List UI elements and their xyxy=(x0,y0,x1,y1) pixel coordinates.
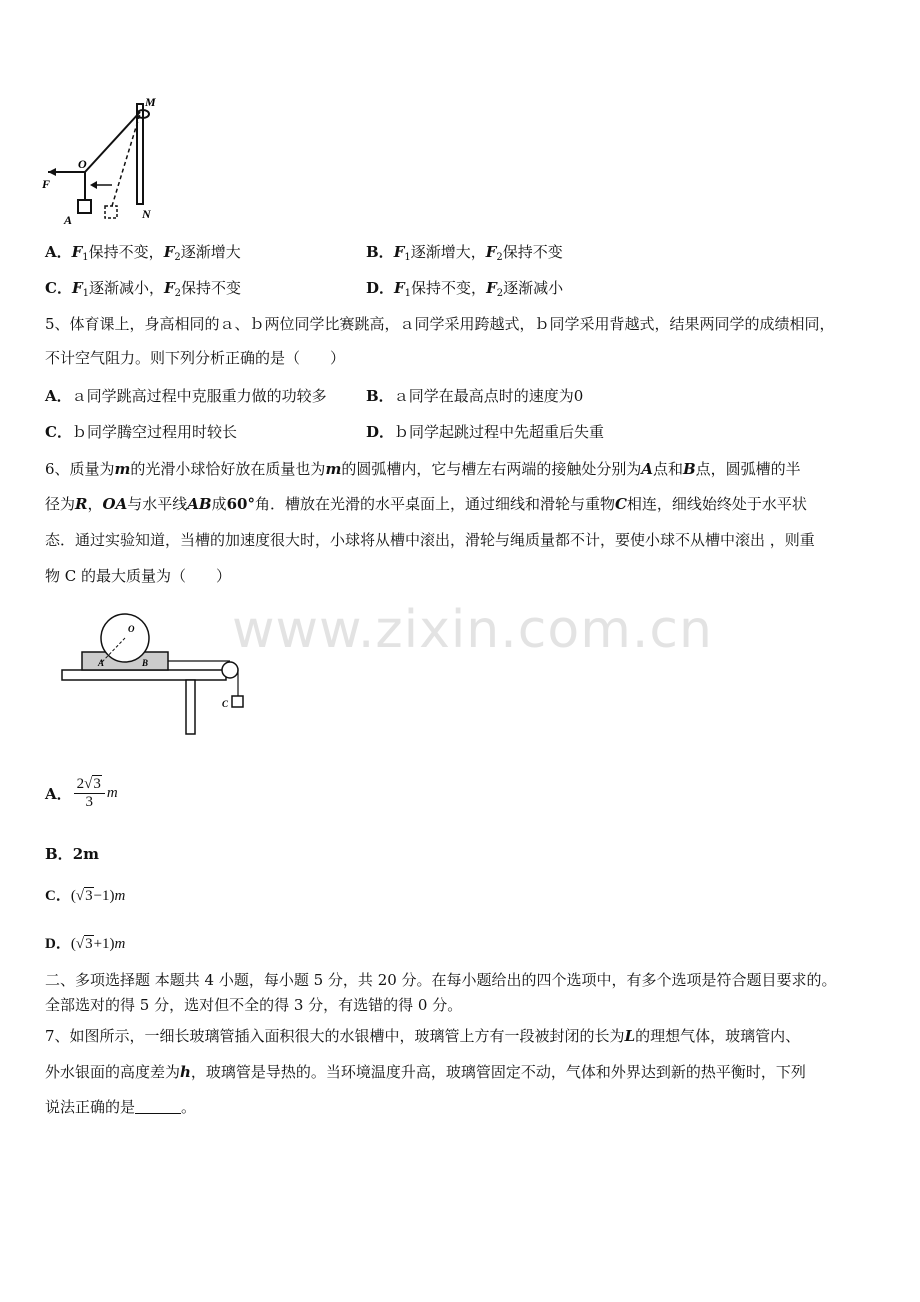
q7-stem-line1: 7、如图所示，一细长玻璃管插入面积很大的水银槽中，玻璃管上方有一段被封闭的长为L的理想气体，玻璃管内、 xyxy=(45,1027,801,1045)
svg-text:M: M xyxy=(145,95,156,109)
q6-stem-line3: 态．通过实验知道，当槽的加速度很大时，小球将从槽中滚出，滑轮与绳质量都不计，要使小球不从槽中滚出 ，则重 xyxy=(45,531,815,549)
svg-text:F: F xyxy=(42,177,51,191)
block-a xyxy=(78,200,91,213)
svg-text:N: N xyxy=(142,207,151,221)
q5-stem-line2: 不计空气阻力。则下列分析正确的是（ ） xyxy=(45,349,346,367)
q6-option-a: A． $\frac{2√3}{3}$ m xyxy=(45,776,118,810)
q6-stem-line1: 6、质量为m的光滑小球恰好放在质量也为m的圆弧槽内，它与槽左右两端的接触处分别为A点和B点，圆弧槽的半 xyxy=(45,460,801,478)
figure-groove-pulley xyxy=(58,610,258,740)
q6-stem-line2: 径为R，OA与水平线AB成60°角．槽放在光滑的水平桌面上，通过细线和滑轮与重物C相连，细线始终处于水平状 xyxy=(45,495,807,513)
figure-rope-pole xyxy=(40,90,170,230)
q6-option-b: B．2m xyxy=(45,845,99,863)
q6-option-c: C．(√3−1)m xyxy=(45,888,126,904)
section2-line2: 全部选对的得 5 分，选对但不全的得 3 分，有选错的得 0 分。 xyxy=(45,996,463,1014)
q5-option-a: A．ａ同学跳高过程中克服重力做的功较多 xyxy=(45,387,327,405)
svg-text:B: B xyxy=(142,658,149,668)
svg-text:O: O xyxy=(78,157,87,171)
weight-c xyxy=(232,696,243,707)
svg-text:A: A xyxy=(98,658,105,668)
q7-stem-line3: 说法正确的是 。 xyxy=(45,1098,197,1116)
q5-option-d: D．ｂ同学起跳过程中先超重后失重 xyxy=(366,423,605,441)
section2-line1: 二、多项选择题 本题共 4 小题，每小题 5 分，共 20 分。在每小题给出的四个选项中，有多个选项是符合题目要求的。 xyxy=(45,971,837,989)
svg-text:O: O xyxy=(128,624,135,634)
vertical-pole xyxy=(137,104,143,204)
q4-option-a: A．$F_1$保持不变，$F_2$逐渐增大 xyxy=(45,243,241,263)
table-leg xyxy=(186,680,195,734)
table-top xyxy=(62,670,226,680)
q4-option-c: C．$F_1$逐渐减小，$F_2$保持不变 xyxy=(45,279,242,299)
q7-stem-line2: 外水银面的高度差为h，玻璃管是导热的。当环境温度升高，玻璃管固定不动，气体和外界达到新的热平衡时，下列 xyxy=(45,1063,806,1081)
q4-option-d: D．$F_1$保持不变，$F_2$逐渐减小 xyxy=(366,279,564,299)
q4-option-b: B．$F_1$逐渐增大，$F_2$保持不变 xyxy=(366,243,563,263)
answer-blank[interactable] xyxy=(135,1099,181,1114)
q5-stem-line1: 5、体育课上，身高相同的ａ、ｂ两位同学比赛跳高，ａ同学采用跨越式，ｂ同学采用背越式，结果两同学的成绩相同， xyxy=(45,315,835,333)
q5-option-b: B．ａ同学在最高点时的速度为0 xyxy=(366,387,584,405)
pulley xyxy=(222,662,238,678)
svg-text:C: C xyxy=(222,699,229,709)
q6-option-d: D．(√3+1)m xyxy=(45,936,126,952)
q6-stem-line4: 物 C 的最大质量为（ ） xyxy=(45,567,232,585)
watermark: www.zixin.com.cn xyxy=(232,600,713,660)
svg-text:A: A xyxy=(64,213,73,227)
dashed-block xyxy=(105,206,117,218)
q5-option-c: C．ｂ同学腾空过程用时较长 xyxy=(45,423,237,441)
